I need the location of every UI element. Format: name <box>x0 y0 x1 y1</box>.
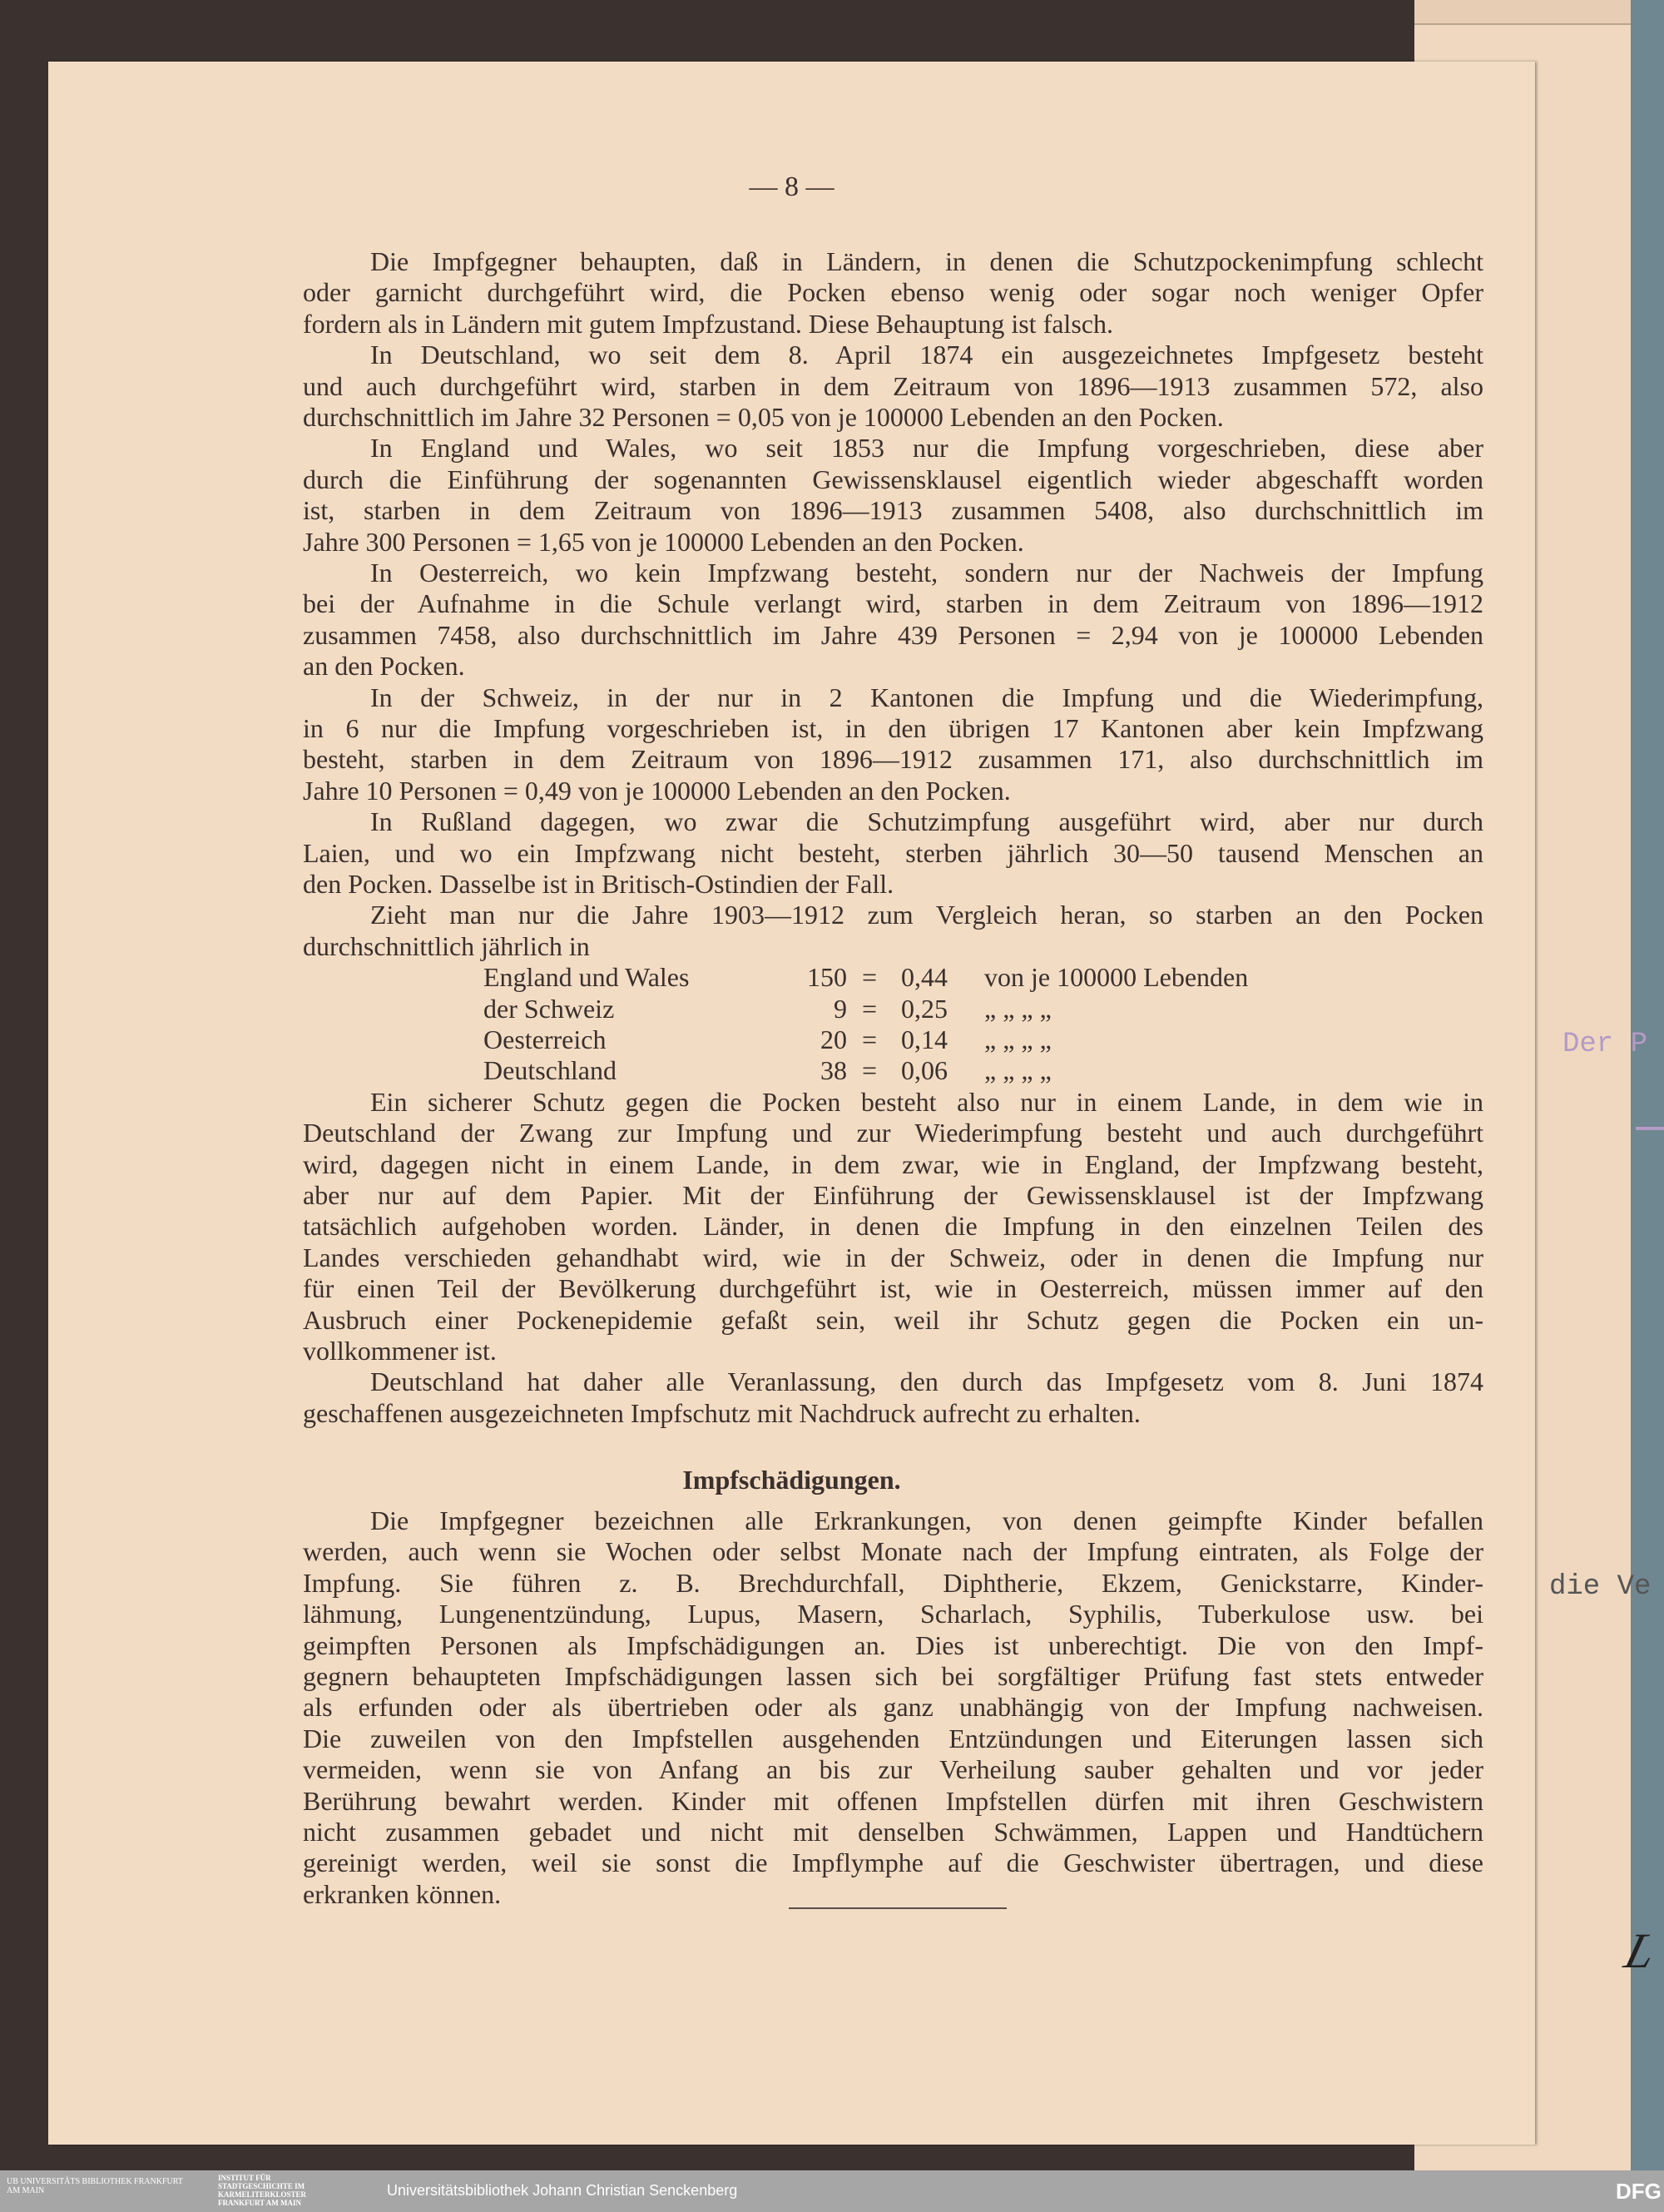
table-cell-rate: 0,44 <box>901 962 948 993</box>
text-line: in 6 nur die Impfung vorgeschrieben ist, in den übrigen 17 Kantonen aber kein Impfzwang <box>303 713 1483 743</box>
text-line: Die Impfgegner bezeichnen alle Erkrankungen, von denen geimpfte Kinder befallen <box>370 1505 1483 1535</box>
table-cell-rate: 0,25 <box>901 993 948 1024</box>
text-line: oder garnicht durchgeführt wird, die Pocken ebenso wenig oder sogar noch weniger Opfer <box>303 277 1483 308</box>
text-line: als erfunden oder als übertrieben oder als ganz unabhängig von der Impfung nachweisen. <box>303 1692 1483 1723</box>
stamp-underline <box>1636 1127 1664 1130</box>
text-line: werden, auch wenn sie Wochen oder selbst Monate nach der Impfung eintraten, als Folge der <box>303 1536 1483 1567</box>
text-line: aber nur auf dem Papier. Mit der Einführung der Gewissensklausel ist der Impfzwang <box>303 1180 1483 1210</box>
text-line: besteht, starben in dem Zeitraum von 1896—1912 zusammen 171, also durchschnittlich im <box>303 744 1483 775</box>
text-line: durchschnittlich im Jahre 32 Personen = 0,05 von je 100000 Lebenden an den Pocken. <box>303 402 1224 432</box>
text-line: In England und Wales, wo seit 1853 nur die Impfung vorgeschrieben, diese aber <box>370 433 1483 464</box>
table-cell-unit: „ „ „ „ <box>984 993 1052 1024</box>
text-line: lähmung, Lungenentzündung, Lupus, Masern, Scharlach, Syphilis, Tuberkulose usw. bei <box>303 1599 1483 1629</box>
text-line: Berührung bewahrt werden. Kinder mit offenen Impfstellen dürfen mit ihren Geschwistern <box>303 1785 1483 1816</box>
text-line: Jahre 10 Personen = 0,49 von je 100000 Lebenden an den Pocken. <box>303 775 1011 806</box>
end-rule <box>789 1907 1007 1909</box>
dfg-logo: DFG <box>1616 2179 1662 2204</box>
text-line: an den Pocken. <box>303 651 465 682</box>
page-number: — 8 — <box>749 171 834 202</box>
signature: L <box>1619 1923 1662 1978</box>
table-cell-country: der Schweiz <box>483 993 615 1024</box>
table-cell-unit: von je 100000 Lebenden <box>984 962 1249 993</box>
text-line: gereinigt werden, weil sie sonst die Impflymphe auf die Geschwister übertragen, und diese <box>303 1847 1483 1878</box>
text-line: Die Impfgegner behaupten, daß in Ländern, in denen die Schutzpockenimpfung schlecht <box>370 246 1483 276</box>
text-line: Jahre 300 Personen = 1,65 von je 100000 Lebenden an den Pocken. <box>303 526 1024 557</box>
text-line: geimpften Personen als Impfschädigungen an. Dies ist unberechtigt. Die von den Impf- <box>303 1629 1483 1660</box>
ub-logo: UB UNIVERSITÄTS BIBLIOTHEK FRANKFURT AM MAIN <box>7 2177 183 2195</box>
table-cell-deaths: 150 <box>807 962 847 993</box>
text-line: Ein sicherer Schutz gegen die Pocken besteht also nur in einem Lande, in dem wie in <box>370 1086 1483 1117</box>
text-line: vollkommener ist. <box>303 1336 497 1366</box>
text-line: Die zuweilen von den Impfstellen ausgehenden Entzündungen und Eiterungen lassen sich <box>303 1723 1483 1753</box>
text-line: In Oesterreich, wo kein Impfzwang besteht, sondern nur der Nachweis der Impfung <box>370 558 1483 588</box>
stamp-text: Der P <box>1562 1029 1648 1060</box>
binder-edge <box>1631 0 1664 2170</box>
document-page <box>48 62 1535 2145</box>
table-cell-eq: = <box>862 1055 878 1086</box>
text-line: wird, dagegen nicht in einem Lande, in dem zwar, wie in England, der Impfzwang besteht, <box>303 1148 1483 1179</box>
table-cell-country: Deutschland <box>483 1055 617 1086</box>
table-cell-deaths: 38 <box>820 1055 847 1086</box>
table-cell-unit: „ „ „ „ <box>984 1024 1052 1054</box>
text-line: und auch durchgeführt wird, starben in dem Zeitraum von 1896—1913 zusammen 572, also <box>303 370 1483 401</box>
table-cell-country: Oesterreich <box>483 1024 607 1054</box>
text-line: bei der Aufnahme in die Schule verlangt wird, starben in dem Zeitraum von 1896—1912 <box>303 588 1483 619</box>
table-cell-deaths: 9 <box>834 993 847 1024</box>
text-line: Landes verschieden gehandhabt wird, wie in der Schweiz, oder in denen die Impfung nur <box>303 1242 1483 1272</box>
text-line: fordern als in Ländern mit gutem Impfzustand. Diese Behauptung ist falsch. <box>303 308 1113 339</box>
table-cell-eq: = <box>862 1024 878 1054</box>
typed-text: die Ve <box>1549 1571 1652 1603</box>
section-heading: Impfschädigungen. <box>682 1465 901 1495</box>
text-line: durch die Einführung der sogenannten Gewissensklausel eigentlich wieder abgeschafft worden <box>303 464 1483 494</box>
table-cell-unit: „ „ „ „ <box>984 1055 1052 1086</box>
text-line: Zieht man nur die Jahre 1903—1912 zum Vergleich heran, so starben an den Pocken <box>370 900 1483 930</box>
text-line: erkranken können. <box>303 1878 502 1909</box>
table-cell-deaths: 20 <box>820 1024 847 1054</box>
text-line: Deutschland hat daher alle Veranlassung, den durch das Impfgesetz vom 8. Juni 1874 <box>370 1366 1483 1397</box>
text-line: geschaffenen ausgezeichneten Impfschutz mit Nachdruck aufrecht zu erhalten. <box>303 1397 1141 1428</box>
text-line: In Rußland dagegen, wo zwar die Schutzimpfung ausgeführt wird, aber nur durch <box>370 806 1483 837</box>
text-line: nicht zusammen gebadet und nicht mit denselben Schwämmen, Lappen und Handtüchern <box>303 1817 1483 1847</box>
table-cell-eq: = <box>862 993 878 1024</box>
text-line: Laien, und wo ein Impfzwang nicht besteht, sterben jährlich 30—50 tausend Menschen an <box>303 837 1483 868</box>
table-cell-eq: = <box>862 962 878 993</box>
text-line: ist, starben in dem Zeitraum von 1896—1913 zusammen 5408, also durchschnittlich im <box>303 495 1483 526</box>
text-line: tatsächlich aufgehoben worden. Länder, in denen die Impfung in den einzelnen Teilen des <box>303 1211 1483 1242</box>
text-line: Deutschland der Zwang zur Impfung und zur Wiederimpfung besteht und auch durchgeführt <box>303 1118 1483 1148</box>
text-line: den Pocken. Dasselbe ist in Britisch-Ostindien der Fall. <box>303 869 894 899</box>
underlying-page-top <box>1414 0 1664 25</box>
text-line: In Deutschland, wo seit dem 8. April 1874 ein ausgezeichnetes Impfgesetz besteht <box>370 340 1483 370</box>
text-line: für einen Teil der Bevölkerung durchgeführt ist, wie in Oesterreich, müssen immer auf den <box>303 1273 1483 1304</box>
institute-logo: INSTITUT FÜR STADTGESCHICHTE IM KARMELITERKLOSTER FRANKFURT AM MAIN <box>218 2174 307 2207</box>
text-line: Ausbruch einer Pockenepidemie gefaßt sein, weil ihr Schutz gegen die Pocken ein un- <box>303 1304 1483 1335</box>
text-line: Impfung. Sie führen z. B. Brechdurchfall, Diphtherie, Ekzem, Genickstarre, Kinder- <box>303 1567 1483 1598</box>
text-line: vermeiden, wenn sie von Anfang an bis zur Verheilung sauber gehalten und vor jeder <box>303 1754 1483 1785</box>
footer-bar <box>0 2170 1664 2212</box>
text-line: gegnern behaupteten Impfschädigungen lassen sich bei sorgfältiger Prüfung fast stets entweder <box>303 1661 1483 1691</box>
text-line: zusammen 7458, also durchschnittlich im Jahre 439 Personen = 2,94 von je 100000 Lebenden <box>303 619 1483 650</box>
text-line: In der Schweiz, in der nur in 2 Kantonen die Impfung und die Wiederimpfung, <box>370 682 1483 712</box>
table-cell-rate: 0,14 <box>901 1024 948 1054</box>
table-cell-rate: 0,06 <box>901 1055 948 1086</box>
library-name: Universitätsbibliothek Johann Christian Senckenberg <box>387 2182 738 2199</box>
text-line: durchschnittlich jährlich in <box>303 930 590 961</box>
table-cell-country: England und Wales <box>483 962 690 993</box>
